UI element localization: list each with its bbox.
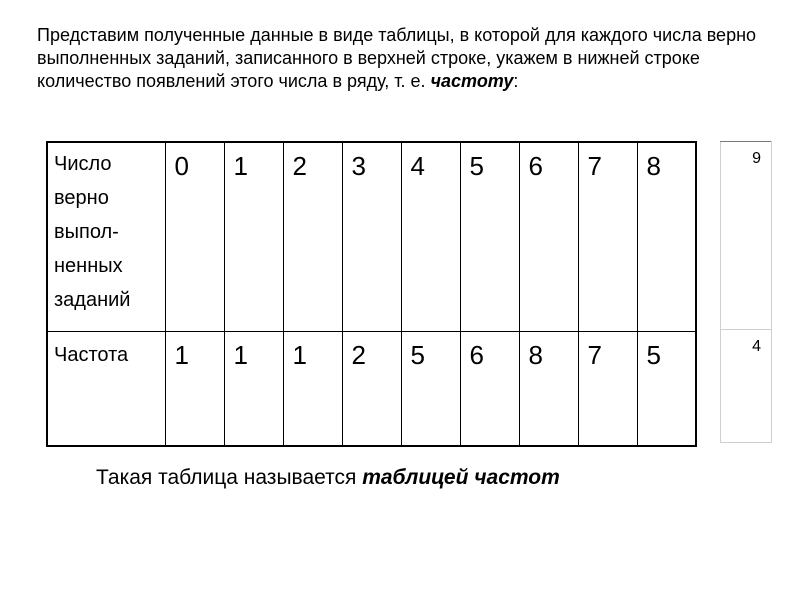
- table-cell: 7: [578, 331, 637, 446]
- table-cell: 0: [165, 142, 224, 331]
- footer-text: Такая таблица называется: [96, 466, 363, 489]
- frequency-table: [46, 141, 697, 447]
- table-cell: 1: [283, 331, 342, 446]
- table-cell: 5: [460, 142, 519, 331]
- table-cell: 4: [401, 142, 460, 331]
- extra-cell-top: 9: [721, 142, 772, 330]
- table-cell: 7: [578, 142, 637, 331]
- extra-cell-bottom: 4: [721, 330, 772, 443]
- intro-paragraph: [37, 24, 767, 93]
- table-cell: 5: [401, 331, 460, 446]
- row-label-frequency: Частота: [47, 331, 165, 446]
- table-cell: 8: [637, 142, 696, 331]
- footer-caption: [96, 466, 560, 490]
- intro-end: :: [513, 71, 519, 91]
- table-cell: 8: [519, 331, 578, 446]
- table-cell: 6: [519, 142, 578, 331]
- table-row-frequency: [47, 331, 696, 446]
- table-cell: 1: [165, 331, 224, 446]
- intro-emphasis: частоту: [430, 71, 514, 91]
- table-cell: 3: [342, 142, 401, 331]
- table-cell: 2: [342, 331, 401, 446]
- extra-column: [720, 141, 772, 443]
- row-label-numbers: Число верно выпол-ненных заданий: [47, 142, 165, 331]
- table-cell: 1: [224, 142, 283, 331]
- intro-text: Представим полученные данные в виде таблицы, в которой для каждого числа верно выполненных заданий, записанного в верхней строке, укажем в нижней строке количество появлений этого числа в ряду, т. е.: [37, 25, 757, 91]
- table-cell: 6: [460, 331, 519, 446]
- table-cell: 5: [637, 331, 696, 446]
- table-row-numbers: [47, 142, 696, 331]
- footer-emphasis: таблицей частот: [362, 466, 560, 489]
- table-cell: 2: [283, 142, 342, 331]
- table-cell: 1: [224, 331, 283, 446]
